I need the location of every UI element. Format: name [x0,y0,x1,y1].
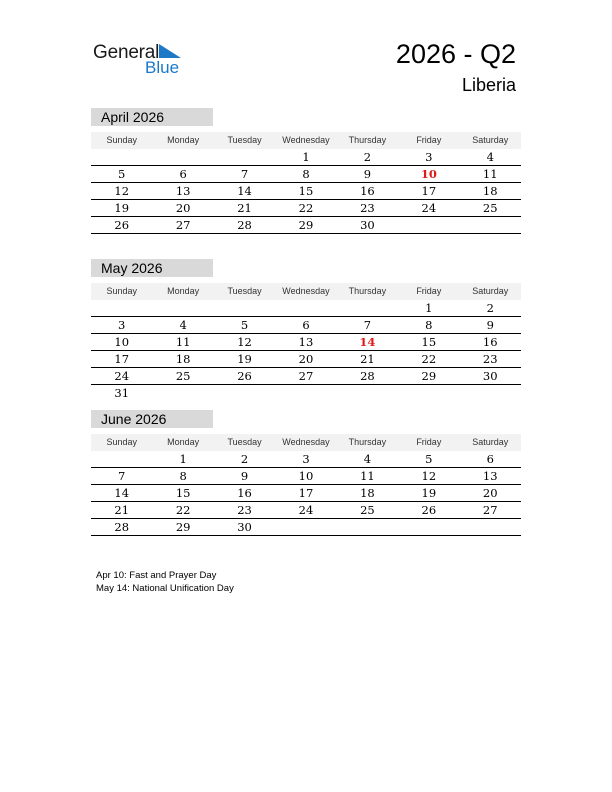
day-cell: 5 [118,167,126,181]
week-row [91,217,521,234]
empty-day-cell [460,217,521,233]
day-cell: 28 [237,218,252,232]
day-cell: 29 [298,218,314,232]
generalblue-logo [93,40,193,80]
day-cell: 22 [421,352,437,366]
day-cell: 16 [482,335,498,349]
empty-day-cell [398,385,459,401]
weekday-label: Friday [416,437,442,447]
week-row [91,468,521,485]
day-cell: 3 [425,150,433,164]
day-cell: 23 [360,201,375,215]
day-cell: 26 [237,369,252,383]
day-cell: 10 [114,335,130,349]
day-cell: 12 [114,184,130,198]
weekday-label: Tuesday [227,286,262,296]
day-cell: 18 [360,486,375,500]
weekday-label: Wednesday [282,286,330,296]
day-cell: 25 [360,503,375,517]
day-cell: 29 [175,520,191,534]
weekday-label: Sunday [106,437,137,447]
week-rows [91,149,521,234]
day-cell: 2 [363,150,372,164]
day-cell: 17 [298,486,314,500]
week-rows [91,451,521,536]
weekday-header-row [91,434,521,451]
empty-day-cell [214,300,275,316]
day-cell: 20 [298,352,314,366]
week-row [91,385,521,401]
empty-day-cell [398,217,459,233]
day-cell: 20 [175,201,191,215]
day-cell: 23 [237,503,252,517]
day-cell: 21 [237,201,252,215]
day-cell: 2 [240,452,249,466]
day-cell: 18 [482,184,498,198]
day-cell: 27 [298,369,314,383]
day-cell: 23 [482,352,498,366]
day-cell: 19 [421,486,437,500]
week-row [91,300,521,317]
empty-day-cell [91,149,152,165]
empty-day-cell [152,149,213,165]
day-cell: 1 [302,150,310,164]
week-row [91,334,521,351]
day-cell: 10 [298,469,314,483]
day-cell: 24 [114,369,130,383]
empty-day-cell [275,385,336,401]
logo-text-blue: Blue [145,58,180,77]
empty-day-cell [398,519,459,535]
day-cell: 31 [114,386,130,400]
month-block-may [91,259,521,401]
day-cell: 11 [175,335,191,349]
weekday-header-row [91,283,521,300]
day-cell: 22 [175,503,191,517]
empty-day-cell [91,300,152,316]
weekday-header-row [91,132,521,149]
day-cell: 11 [482,167,498,181]
weekday-label: Thursday [348,437,387,447]
day-cell: 6 [179,167,187,181]
weekday-label: Friday [416,135,442,145]
day-cell: 7 [363,318,372,332]
logo-triangle-icon [159,44,183,60]
day-cell: 5 [425,452,433,466]
day-cell: 10 [420,167,437,181]
day-cell: 25 [175,369,191,383]
day-cell: 2 [486,301,494,315]
weekday-label: Sunday [106,286,137,296]
week-row [91,485,521,502]
weekday-label: Saturday [472,286,509,296]
empty-day-cell [152,300,213,316]
day-cell: 8 [302,167,310,181]
day-cell: 8 [425,318,433,332]
empty-day-cell [460,385,521,401]
day-cell: 13 [175,184,191,198]
day-cell: 9 [363,167,372,181]
day-cell: 14 [114,486,130,500]
day-cell: 6 [486,452,494,466]
week-row [91,200,521,217]
day-cell: 7 [240,167,249,181]
day-cell: 15 [421,335,437,349]
empty-day-cell [214,385,275,401]
day-cell: 29 [421,369,437,383]
empty-day-cell [337,519,398,535]
week-row [91,451,521,468]
page-title: 2026 - Q2 [395,39,516,69]
day-cell: 8 [179,469,187,483]
day-cell: 17 [421,184,437,198]
day-cell: 6 [302,318,310,332]
holiday-note: Apr 10: Fast and Prayer Day [96,570,217,581]
day-cell: 26 [114,218,130,232]
week-rows [91,300,521,401]
day-cell: 1 [179,452,187,466]
week-row [91,166,521,183]
day-cell: 11 [360,469,375,483]
day-cell: 4 [486,150,494,164]
month-title: June 2026 [91,410,213,428]
day-cell: 18 [175,352,191,366]
day-cell: 14 [237,184,252,198]
weekday-label: Tuesday [227,437,262,447]
day-cell: 3 [118,318,126,332]
holiday-notes [96,569,234,595]
day-cell: 21 [360,352,375,366]
holiday-note: May 14: National Unification Day [96,583,234,594]
day-cell: 24 [421,201,437,215]
month-title: April 2026 [91,108,213,126]
day-cell: 22 [298,201,314,215]
week-row [91,149,521,166]
day-cell: 17 [114,352,130,366]
day-cell: 15 [175,486,191,500]
day-cell: 30 [482,369,498,383]
weekday-label: Thursday [348,286,387,296]
day-cell: 16 [360,184,375,198]
day-cell: 28 [360,369,375,383]
country-name: Liberia [461,75,516,95]
logo-text-general: General [93,42,160,63]
weekday-label: Saturday [472,437,509,447]
empty-day-cell [275,300,336,316]
week-row [91,502,521,519]
day-cell: 5 [240,318,249,332]
week-row [91,351,521,368]
weekday-label: Wednesday [282,135,330,145]
day-cell: 12 [421,469,437,483]
weekday-label: Wednesday [282,437,330,447]
day-cell: 13 [298,335,314,349]
empty-day-cell [337,300,398,316]
month-block-april [91,108,521,234]
weekday-label: Friday [416,286,442,296]
weekday-label: Thursday [348,135,387,145]
empty-day-cell [152,385,213,401]
day-cell: 16 [237,486,252,500]
day-cell: 21 [114,503,130,517]
day-cell: 27 [482,503,498,517]
day-cell: 24 [298,503,314,517]
empty-day-cell [460,519,521,535]
week-row [91,368,521,385]
day-cell: 25 [482,201,498,215]
day-cell: 19 [114,201,130,215]
day-cell: 9 [486,318,494,332]
day-cell: 20 [482,486,498,500]
week-row [91,519,521,536]
weekday-label: Monday [167,135,200,145]
month-block-june [91,410,521,536]
empty-day-cell [214,149,275,165]
weekday-label: Sunday [106,135,137,145]
day-cell: 1 [425,301,433,315]
day-cell: 19 [237,352,252,366]
day-cell: 7 [118,469,126,483]
day-cell: 4 [363,452,372,466]
weekday-label: Monday [167,286,200,296]
day-cell: 4 [179,318,187,332]
day-cell: 15 [298,184,314,198]
day-cell: 30 [237,520,252,534]
day-cell: 14 [359,335,376,349]
day-cell: 3 [302,452,310,466]
day-cell: 26 [421,503,437,517]
week-row [91,183,521,200]
day-cell: 27 [175,218,191,232]
day-cell: 28 [114,520,130,534]
empty-day-cell [91,451,152,467]
week-row [91,317,521,334]
empty-day-cell [275,519,336,535]
weekday-label: Saturday [472,135,509,145]
day-cell: 30 [360,218,375,232]
day-cell: 12 [237,335,252,349]
day-cell: 13 [482,469,498,483]
empty-day-cell [337,385,398,401]
month-title: May 2026 [91,259,213,277]
day-cell: 9 [240,469,249,483]
weekday-label: Monday [167,437,200,447]
weekday-label: Tuesday [227,135,262,145]
